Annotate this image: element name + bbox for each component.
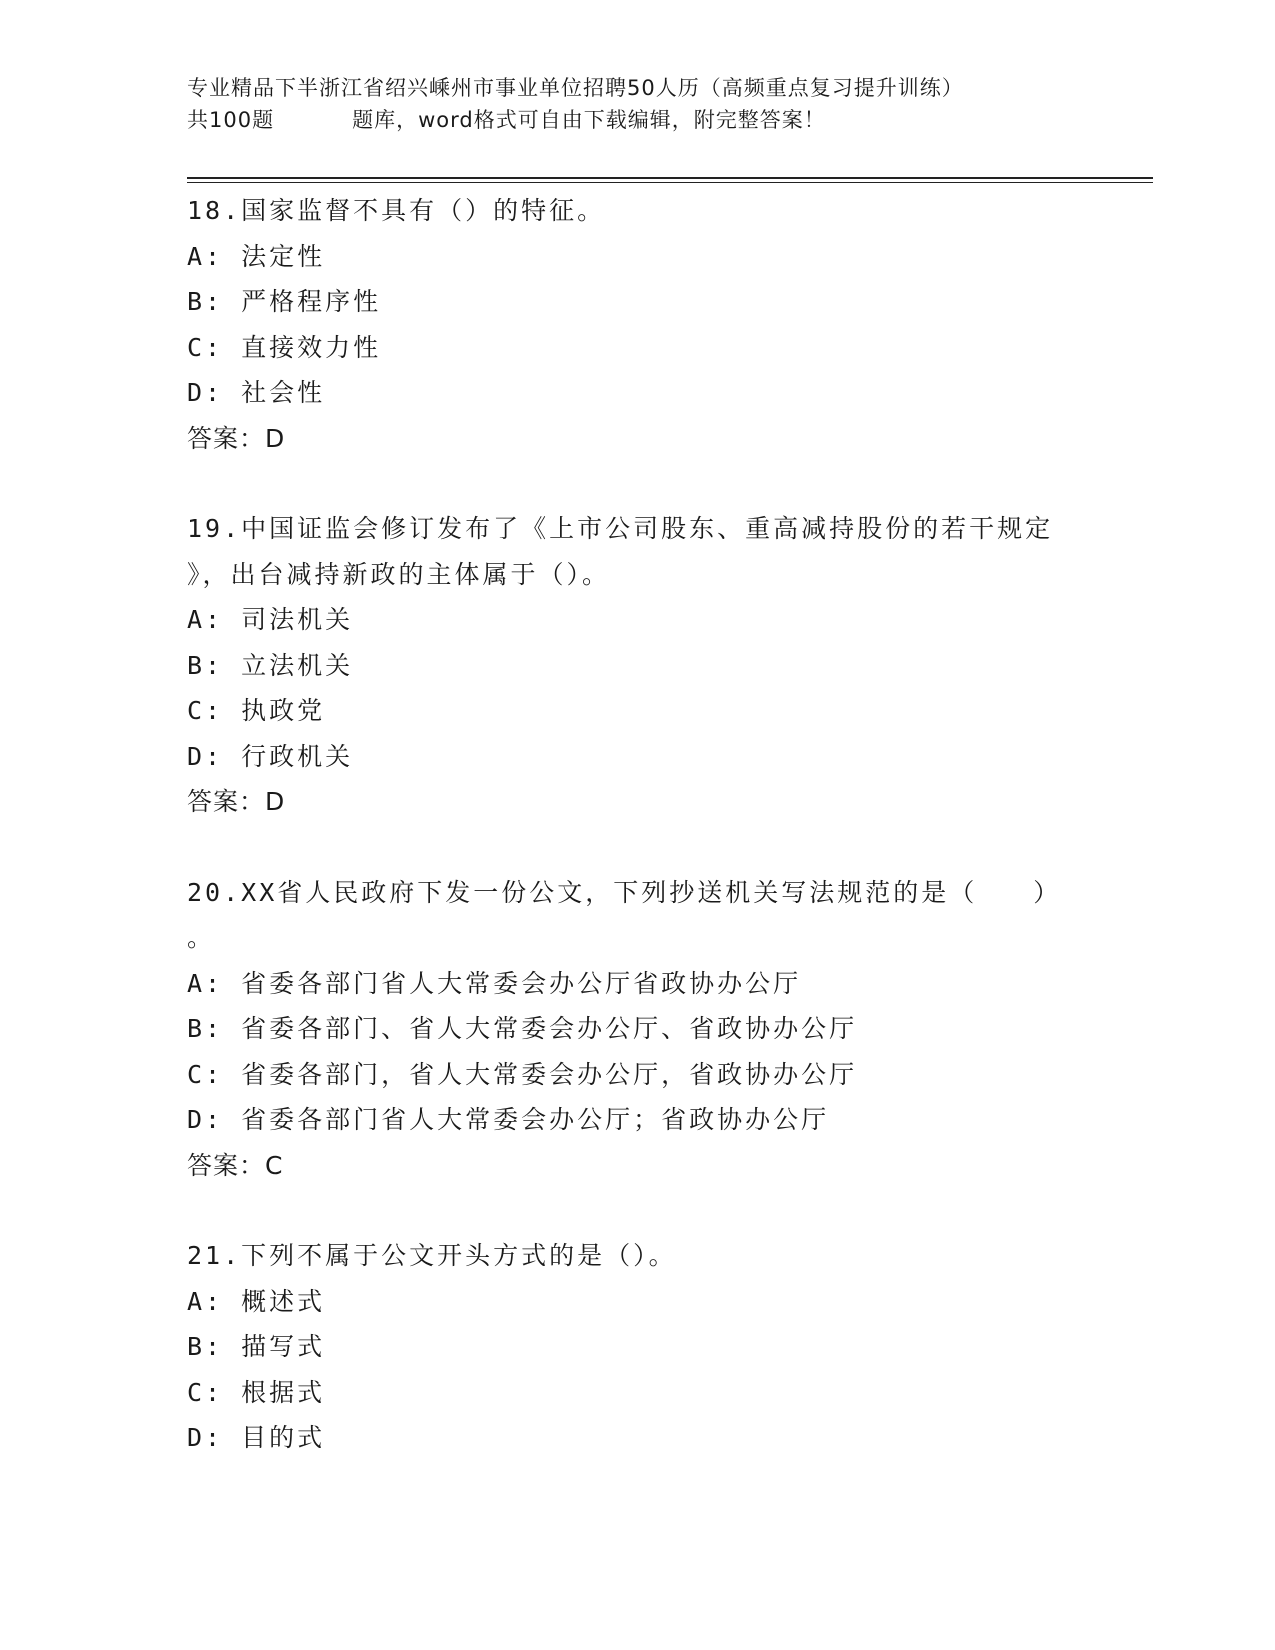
answer: 答案：D: [187, 423, 286, 453]
header-divider-thin: [187, 182, 1153, 183]
question-stem-cont: 》，出台减持新政的主体属于（）。: [187, 559, 611, 589]
header-note: 题库，word格式可自由下载编辑，附完整答案！: [352, 108, 826, 132]
answer: 答案：D: [187, 787, 286, 816]
question-stem: 20.XX省人民政府下发一份公文，下列抄送机关写法规范的是（ ）: [187, 877, 1062, 907]
option-d: D: 目的式: [187, 1423, 326, 1452]
option-d: D: 社会性: [187, 378, 326, 407]
question-21: [187, 1233, 1187, 1461]
question-18: [187, 188, 1187, 461]
question-stem: 21.下列不属于公文开头方式的是（）。: [187, 1241, 677, 1270]
option-d: D: 省委各部门省人大常委会办公厅；省政协办公厅: [187, 1105, 830, 1134]
option-a: A: 概述式: [187, 1286, 326, 1316]
document-header: [187, 72, 1087, 136]
option-d: D: 行政机关: [187, 741, 354, 771]
question-20: [187, 870, 1187, 1189]
header-count: 共100题: [187, 108, 275, 132]
header-divider-thick: [187, 177, 1153, 179]
option-b: B: 立法机关: [187, 650, 354, 680]
option-a: A: 司法机关: [187, 605, 354, 634]
question-19: [187, 506, 1187, 825]
option-c: C: 直接效力性: [187, 332, 382, 362]
answer: 答案：C: [187, 1150, 284, 1180]
option-a: A: 法定性: [187, 241, 326, 271]
question-stem: 18.国家监督不具有（）的特征。: [187, 196, 606, 225]
header-title: 专业精品下半浙江省绍兴嵊州市事业单位招聘50人历（高频重点复习提升训练）: [187, 76, 964, 100]
header-subtitle: [187, 104, 1087, 136]
option-b: B: 描写式: [187, 1332, 326, 1361]
option-b: B: 省委各部门、省人大常委会办公厅、省政协办公厅: [187, 1014, 858, 1043]
option-a: A: 省委各部门省人大常委会办公厅省政协办公厅: [187, 968, 802, 998]
question-list: [187, 188, 1187, 1506]
option-b: B: 严格程序性: [187, 287, 382, 316]
question-stem-cont: 。: [187, 923, 216, 952]
option-c: C: 省委各部门，省人大常委会办公厅，省政协办公厅: [187, 1059, 858, 1089]
option-c: C: 根据式: [187, 1377, 326, 1407]
question-stem: 19.中国证监会修订发布了《上市公司股东、重高减持股份的若干规定: [187, 514, 1054, 543]
option-c: C: 执政党: [187, 696, 326, 725]
